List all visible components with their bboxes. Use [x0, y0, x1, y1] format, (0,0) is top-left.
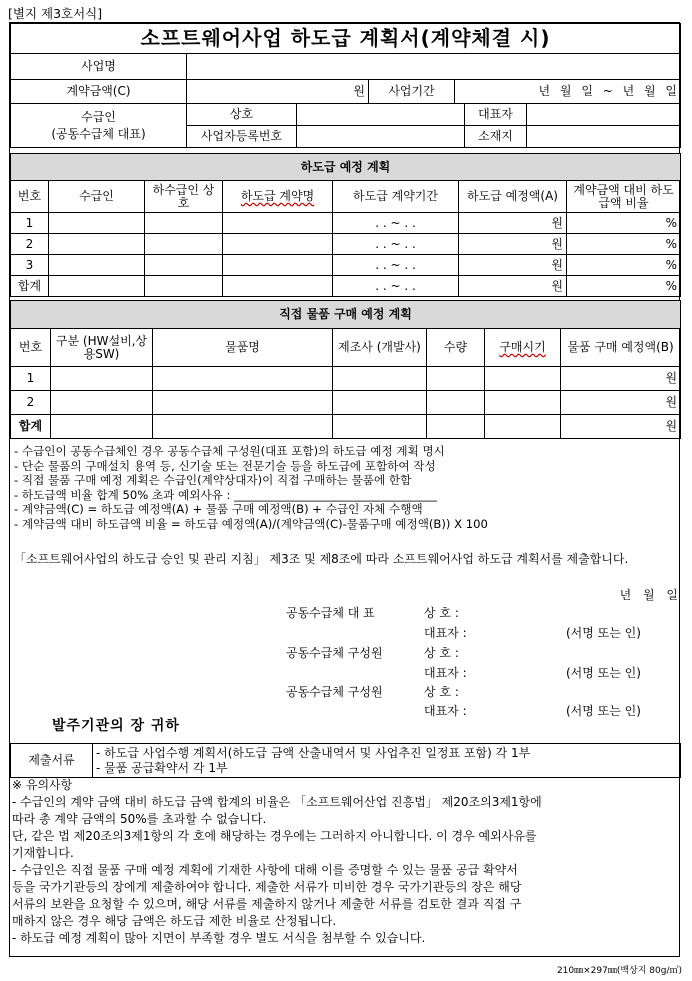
col-recipient: 수급인 — [49, 181, 145, 213]
caution-line: 매하지 않은 경우 해당 금액은 하도급 제한 비율로 산정됩니다. — [12, 914, 337, 928]
sig-sign-1[interactable]: (서명 또는 인) — [566, 626, 641, 640]
cell[interactable] — [145, 234, 223, 255]
cell[interactable] — [49, 234, 145, 255]
cell[interactable] — [49, 276, 145, 297]
col-contract-name-text: 하도급 계약명 — [240, 189, 315, 203]
recipient-label-2: (공동수급체 대표) — [51, 126, 146, 141]
sig-rep-1: 대표자 : — [424, 626, 467, 640]
col-purchase-time — [485, 329, 561, 367]
header-table — [10, 23, 681, 148]
row-no: 2 — [11, 234, 49, 255]
form-title: 소프트웨어사업 하도급 계획서(계약체결 시) — [11, 24, 681, 54]
address-field[interactable] — [527, 126, 681, 148]
amount-cell[interactable]: 원 — [561, 415, 681, 439]
ceo-label: 대표자 — [465, 104, 527, 126]
col-manufacturer: 제조사 (개발사) — [333, 329, 427, 367]
project-name-label: 사업명 — [11, 54, 187, 80]
period-cell[interactable]: . . ~ . . — [333, 213, 459, 234]
cell[interactable] — [223, 276, 333, 297]
declaration-text: 「소프트웨어사업의 하도급 승인 및 관리 지침」 제3조 및 제8조에 따라 소프트웨어사업 하도급 계획서를 제출합니다. — [14, 552, 629, 566]
col-no: 번호 — [11, 329, 51, 367]
cell[interactable] — [145, 255, 223, 276]
cell[interactable] — [427, 415, 485, 439]
project-name-field[interactable] — [187, 54, 681, 80]
period-cell[interactable]: . . ~ . . — [333, 234, 459, 255]
sig-rep-3: 대표자 : — [424, 704, 467, 718]
ratio-cell[interactable]: % — [567, 255, 681, 276]
subcontract-table — [10, 153, 681, 297]
caution-line: - 하도급 예정 계획이 많아 지면이 부족할 경우 별도 서식을 첨부할 수 있습니다. — [12, 931, 426, 945]
amount-cell[interactable]: 원 — [459, 213, 567, 234]
caution-line: 등을 국가기관등의 장에게 제출하여야 합니다. 제출한 서류가 미비한 경우 국가기관등의 장은 해당 — [12, 880, 522, 894]
company-field[interactable] — [297, 104, 465, 126]
date-line[interactable]: 년 월 일 — [619, 588, 678, 602]
cell[interactable] — [485, 367, 561, 391]
col-item-name: 물품명 — [153, 329, 333, 367]
subcontract-section-title: 하도급 예정 계획 — [11, 154, 681, 181]
amount-cell[interactable]: 원 — [459, 255, 567, 276]
notes-list — [14, 444, 674, 532]
sig-company-1: 상 호 : — [424, 606, 459, 620]
amount-cell[interactable]: 원 — [459, 276, 567, 297]
sig-sign-2[interactable]: (서명 또는 인) — [566, 666, 641, 680]
table-row — [11, 255, 681, 276]
col-contract-period: 하도급 계약기간 — [333, 181, 459, 213]
col-no: 번호 — [11, 181, 49, 213]
company-label: 상호 — [187, 104, 297, 126]
col-ratio: 계약금액 대비 하도급액 비율 — [567, 181, 681, 213]
table-row-total — [11, 415, 681, 439]
caution-line: - 수급인은 직접 물품 구매 예정 계획에 기재한 사항에 대해 이를 증명할 수 있는 물품 공급 확약서 — [12, 863, 518, 877]
note-item: - 단순 물품의 구매설치 용역 등, 신기술 또는 전문기술 등을 하도급에 포함하여 작성 — [14, 458, 436, 473]
attachments-table — [10, 743, 681, 778]
caution-line: 단, 같은 법 제20조의3제1항의 각 호에 해당하는 경우에는 그러하지 아니합니다. 이 경우 예외사유를 — [12, 829, 537, 843]
col-purchase-amount: 물품 구매 예정액(B) — [561, 329, 681, 367]
note-item: - 계약금액 대비 하도급액 비율 = 하도급 예정액(A)/(계약금액(C)-물품구매 예정액(B)) X 100 — [14, 516, 488, 531]
note-item: - 직접 물품 구매 예정 계획은 수급인(계약상대자)이 직접 구매하는 물품에 한함 — [14, 473, 412, 488]
col-purchase-time-text: 구매시기 — [499, 340, 546, 354]
table-row — [11, 213, 681, 234]
period-cell[interactable]: . . ~ . . — [333, 276, 459, 297]
caution-line: 기재합니다. — [12, 846, 74, 860]
row-no: 3 — [11, 255, 49, 276]
cell[interactable] — [485, 391, 561, 415]
attachments-label: 제출서류 — [11, 744, 93, 778]
attachment-item: - 하도급 사업수행 계획서(하도급 금액 산출내역서 및 사업추진 일정표 포함) 각 1부 — [96, 745, 531, 760]
cell[interactable] — [49, 213, 145, 234]
purchase-section-title: 직접 물품 구매 예정 계획 — [11, 301, 681, 329]
sig-role-1: 공동수급체 대 표 — [286, 606, 375, 620]
purchase-table — [10, 300, 681, 439]
caution-line: - 수급인의 계약 금액 대비 하도급 금액 합계의 비율은 「소프트웨어산업 진흥법」 제20조의3제1항에 — [12, 795, 542, 809]
col-quantity: 수량 — [427, 329, 485, 367]
table-row — [11, 367, 681, 391]
col-contract-name — [223, 181, 333, 213]
ratio-cell[interactable]: % — [567, 234, 681, 255]
cell[interactable] — [153, 415, 333, 439]
cell[interactable] — [49, 255, 145, 276]
note-item: - 수급인이 공동수급체인 경우 공동수급체 구성원(대표 포함)의 하도급 예정 계획 명시 — [14, 444, 445, 458]
cell[interactable] — [333, 391, 427, 415]
cell[interactable] — [427, 391, 485, 415]
sig-company-3: 상 호 : — [424, 685, 459, 699]
table-row — [11, 391, 681, 415]
attachments-items — [93, 744, 681, 778]
period-cell[interactable]: . . ~ . . — [333, 255, 459, 276]
ceo-field[interactable] — [527, 104, 681, 126]
caution-section — [12, 777, 678, 947]
caution-title: ※ 유의사항 — [12, 778, 73, 792]
cell[interactable] — [153, 391, 333, 415]
row-no: 2 — [11, 391, 51, 415]
biz-no-label: 사업자등록번호 — [187, 126, 297, 148]
period-label: 사업기간 — [369, 80, 455, 104]
paper-spec: 210㎜×297㎜(백상지 80g/㎡) — [556, 966, 682, 976]
caution-line: 서류의 보완을 요청할 수 있으며, 해당 서류를 제출하지 않거나 제출한 서류를 검토한 결과 직접 구 — [12, 897, 522, 911]
row-no: 1 — [11, 367, 51, 391]
sig-sign-3[interactable]: (서명 또는 인) — [566, 704, 641, 718]
note-item: - 하도급액 비율 합계 50% 초과 예외사유 : ___________________________________ — [14, 487, 438, 502]
table-row-total — [11, 276, 681, 297]
ratio-cell[interactable]: % — [567, 276, 681, 297]
caution-line: 따라 총 계약 금액의 50%를 초과할 수 없습니다. — [12, 812, 267, 826]
cell[interactable] — [51, 367, 153, 391]
contract-amount-label: 계약금액(C) — [11, 80, 187, 104]
recipient-label — [11, 104, 187, 148]
cell[interactable] — [223, 234, 333, 255]
amount-cell[interactable]: 원 — [561, 367, 681, 391]
form-tag: [별지 제3호서식] — [8, 6, 103, 21]
row-no: 합계 — [11, 276, 49, 297]
cell[interactable] — [153, 367, 333, 391]
sig-role-2: 공동수급체 구성원 — [286, 646, 383, 660]
cell[interactable] — [145, 276, 223, 297]
cell[interactable] — [51, 415, 153, 439]
biz-no-field[interactable] — [297, 126, 465, 148]
contract-amount-field[interactable]: 원 — [187, 80, 369, 104]
note-item: - 계약금액(C) = 하도급 예정액(A) + 물품 구매 예정액(B) + 수급인 자체 수행액 — [14, 502, 423, 517]
cell[interactable] — [145, 213, 223, 234]
cell[interactable] — [333, 367, 427, 391]
cell[interactable] — [333, 415, 427, 439]
address-label: 소재지 — [465, 126, 527, 148]
col-category: 구분 (HW설비,상용SW) — [51, 329, 153, 367]
row-no: 1 — [11, 213, 49, 234]
period-field[interactable]: 년 월 일 ~ 년 월 일 — [455, 80, 681, 104]
ratio-cell[interactable]: % — [567, 213, 681, 234]
addressee: 발주기관의 장 귀하 — [52, 718, 180, 734]
attachment-item: - 물품 공급확약서 각 1부 — [96, 760, 228, 775]
cell[interactable] — [427, 367, 485, 391]
cell[interactable] — [223, 255, 333, 276]
amount-cell[interactable]: 원 — [561, 391, 681, 415]
cell[interactable] — [485, 415, 561, 439]
table-row — [11, 234, 681, 255]
col-subcontractor: 하수급인 상호 — [145, 181, 223, 213]
row-no: 합계 — [11, 415, 51, 439]
amount-cell[interactable]: 원 — [459, 234, 567, 255]
cell[interactable] — [51, 391, 153, 415]
cell[interactable] — [223, 213, 333, 234]
recipient-label-1: 수급인 — [81, 109, 116, 124]
sig-company-2: 상 호 : — [424, 646, 459, 660]
sig-role-3: 공동수급체 구성원 — [286, 685, 383, 699]
col-planned-amount: 하도급 예정액(A) — [459, 181, 567, 213]
sig-rep-2: 대표자 : — [424, 666, 467, 680]
